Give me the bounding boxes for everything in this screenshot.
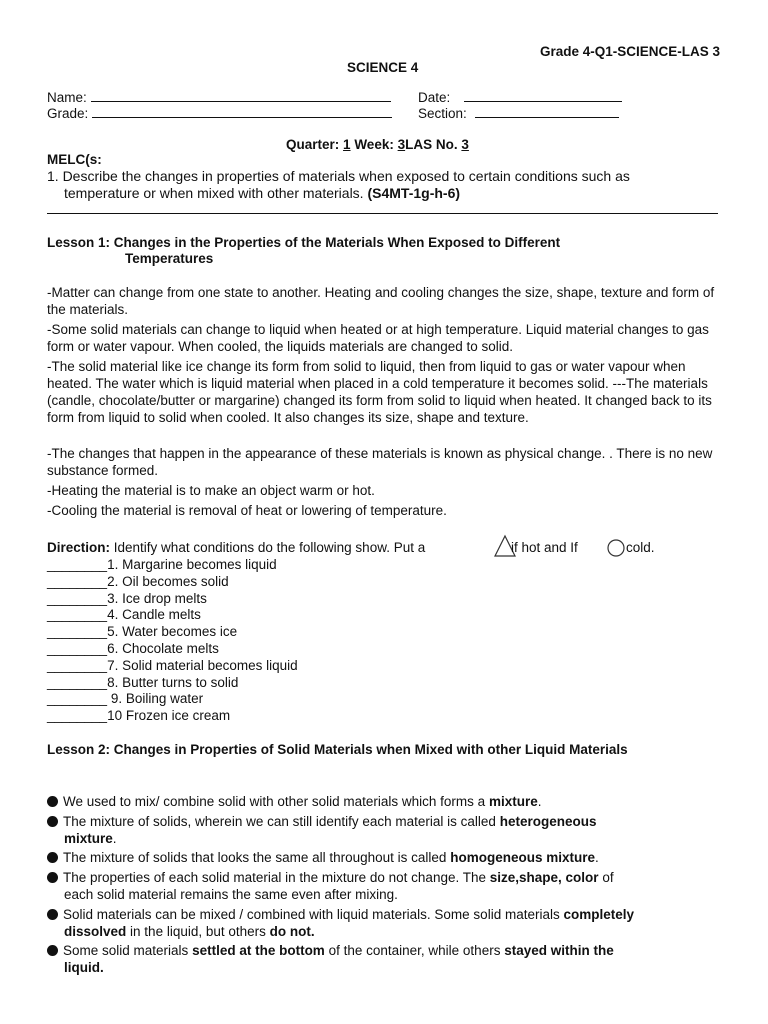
grade-field[interactable] xyxy=(92,105,392,118)
exercise-item-5: ________5. Water becomes ice xyxy=(47,624,238,639)
lesson2-bullet-3: The mixture of solids that looks the same all throughout is called homogeneous mixture. xyxy=(47,849,727,866)
quarter-line xyxy=(286,136,469,153)
exercise-item-2: ________2. Oil becomes solid xyxy=(47,574,229,589)
lesson1-paragraph-3: -The solid material like ice change its form from solid to liquid, then from liquid to gas or water vapour when heated. The water which is liquid material when placed in a cold temperature it becomes solid. ---The materials (candle, chocolate/butter or margarine) changed its form from solid to liquid when heated. It changed back to its form from liquid to solid when cooled. It also changes its size, shape and texture. xyxy=(47,359,712,425)
hot-text: if hot and If xyxy=(511,540,578,555)
name-field[interactable] xyxy=(91,89,391,102)
quarter-value: 1 xyxy=(343,137,351,152)
section-field[interactable] xyxy=(475,105,619,118)
direction-line xyxy=(47,539,425,556)
name-row xyxy=(47,89,391,106)
melc-label: MELC(s: xyxy=(47,152,102,167)
melc-text: temperature or when mixed with other materials. xyxy=(64,185,364,201)
document-code: Grade 4-Q1-SCIENCE-LAS 3 xyxy=(539,44,720,59)
lesson1-paragraph-2: -Some solid materials can change to liquid when heated or at high temperature. Liquid material changes to gas form or water vapour. When cooled, the liquids materials are changed to solid. xyxy=(47,322,709,354)
melc-line-1: 1. Describe the changes in properties of materials when exposed to certain conditions such as xyxy=(47,168,630,184)
subject-title: SCIENCE 4 xyxy=(347,60,419,75)
exercise-item-6: ________6. Chocolate melts xyxy=(47,641,219,656)
cold-text: cold. xyxy=(626,540,655,555)
section-row xyxy=(418,105,619,122)
lesson1-paragraph-5: -Heating the material is to make an object warm or hot. xyxy=(47,483,375,498)
lesson1-paragraph-1: -Matter can change from one state to another. Heating and cooling changes the size, shape, texture and form of the materials. xyxy=(47,285,715,317)
date-label: Date: xyxy=(418,90,451,105)
grade-label: Grade: xyxy=(47,106,89,121)
bullet-dot xyxy=(47,909,58,920)
exercise-item-7: ________7. Solid material becomes liquid xyxy=(47,658,298,673)
lesson1-paragraph-4: -The changes that happen in the appearance of these materials is known as physical change. . There is no new substance formed. xyxy=(47,446,713,478)
bullet-dot xyxy=(47,796,58,807)
quarter-label: Quarter: xyxy=(286,137,340,152)
bullet-dot xyxy=(47,852,58,863)
lesson1-title-2: Temperatures xyxy=(125,251,214,266)
melc-code: (S4MT-1g-h-6) xyxy=(367,185,461,201)
melc-line-2 xyxy=(64,185,460,202)
lesson2-bullet-6: Some solid materials settled at the bottom of the container, while others stayed within the liquid. xyxy=(47,942,727,976)
date-row xyxy=(418,89,622,106)
lesson2-title: Lesson 2: Changes in Properties of Solid Materials when Mixed with other Liquid Materials xyxy=(47,742,628,757)
exercise-item-8: ________8. Butter turns to solid xyxy=(47,675,239,690)
melc-divider xyxy=(47,213,718,214)
exercise-item-9: ________ 9. Boiling water xyxy=(47,691,204,706)
exercise-item-1: ________1. Margarine becomes liquid xyxy=(47,557,277,572)
las-value: 3 xyxy=(461,137,469,152)
direction-label: Direction: xyxy=(47,540,111,555)
lesson2-bullet-5: Solid materials can be mixed / combined with liquid materials. Some solid materials completely dissolved in the liquid, but others do not. xyxy=(47,906,727,940)
circle-icon xyxy=(606,538,626,558)
las-label: LAS No. xyxy=(405,137,458,152)
lesson1-title-1: Lesson 1: Changes in the Properties of the Materials When Exposed to Different xyxy=(47,235,561,250)
direction-text: Identify what conditions do the following show. Put a xyxy=(113,540,426,555)
lesson2-bullet-1: We used to mix/ combine solid with other solid materials which forms a mixture. xyxy=(47,793,727,810)
exercise-item-4: ________4. Candle melts xyxy=(47,607,201,622)
bullet-dot xyxy=(47,816,58,827)
week-label: Week: xyxy=(354,137,394,152)
bullet-dot xyxy=(47,945,58,956)
lesson2-bullet-2: The mixture of solids, wherein we can still identify each material is called heterogeneous mixture. xyxy=(47,813,727,847)
exercise-item-3: ________3. Ice drop melts xyxy=(47,591,207,606)
grade-row xyxy=(47,105,392,122)
section-label: Section: xyxy=(418,106,467,121)
lesson2-bullet-4: The properties of each solid material in the mixture do not change. The size,shape, color of each solid material remains the same even after mixing. xyxy=(47,869,727,903)
exercise-item-10: ________10 Frozen ice cream xyxy=(47,708,231,723)
name-label: Name: xyxy=(47,90,87,105)
lesson1-paragraph-6: -Cooling the material is removal of heat or lowering of temperature. xyxy=(47,503,447,518)
date-field[interactable] xyxy=(464,89,622,102)
bullet-dot xyxy=(47,872,58,883)
week-value: 3 xyxy=(397,137,406,152)
